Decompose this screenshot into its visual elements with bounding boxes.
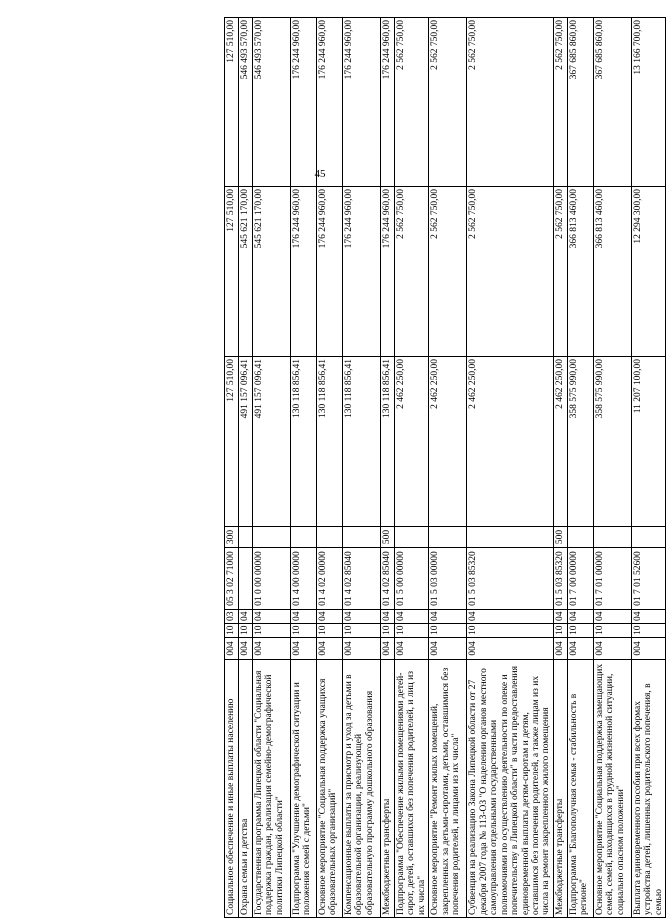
admin-code-cell: 004 <box>225 638 239 660</box>
amount-2018-cell: 176 244 960,00 <box>317 18 343 187</box>
row-name-cell: Социальное обеспечение и иные выплаты населению <box>225 660 239 918</box>
row-name-cell: Межбюджетные трансферты <box>381 660 395 918</box>
amount-2016-cell: 2 462 250,00 <box>467 357 554 527</box>
target-article-cell: 01 5 03 00000 <box>429 548 467 610</box>
target-article-cell: 01 4 02 00000 <box>317 548 343 610</box>
amount-2017-cell: 2 562 750,00 <box>395 187 429 357</box>
section-code-cell: 10 <box>467 624 554 638</box>
table-row <box>395 18 429 918</box>
table-row <box>467 18 554 918</box>
amount-2018-cell: 176 244 960,00 <box>343 18 381 187</box>
expense-type-cell <box>239 527 253 548</box>
target-article-cell: 01 4 00 00000 <box>291 548 317 610</box>
section-code-cell: 10 <box>593 624 631 638</box>
expense-type-cell <box>467 527 554 548</box>
amount-2016-cell: 2 462 250,00 <box>429 357 467 527</box>
subsection-code-cell: 04 <box>317 610 343 624</box>
page-number: 45 <box>314 168 326 180</box>
amount-2017-cell: 127 510,00 <box>225 187 239 357</box>
row-name-cell: Субвенция на реализацию Закона Липецкой области от 27 декабря 2007 года № 113-ОЗ "О наделении органов местного самоуправления отдельными государственными полномочиями по осуществлению деятельности по опеке и попечительству в Липецкой области" в части предоставления единовременной выплаты детям-сиротам и детям, оставшимся без попечения родителей, а также лицам из их числа на ремонт закрепленного жилого помещения <box>467 660 554 918</box>
admin-code-cell: 004 <box>553 638 567 660</box>
amount-2016-cell: 358 575 990,00 <box>593 357 631 527</box>
subsection-code-cell: 04 <box>553 610 567 624</box>
table-body <box>225 18 666 918</box>
row-name-cell: Охрана семьи и детства <box>239 660 253 918</box>
amount-2018-cell: 546 493 570,00 <box>253 18 291 187</box>
section-code-cell: 10 <box>343 624 381 638</box>
section-code-cell: 10 <box>317 624 343 638</box>
table-row <box>317 18 343 918</box>
amount-2018-cell: 367 685 860,00 <box>593 18 631 187</box>
expense-type-cell: 300 <box>225 527 239 548</box>
table-row <box>567 18 593 918</box>
subsection-code-cell: 04 <box>291 610 317 624</box>
target-article-cell: 01 5 00 00000 <box>395 548 429 610</box>
rotated-table-container <box>224 18 664 918</box>
expense-type-cell <box>253 527 291 548</box>
admin-code-cell: 004 <box>291 638 317 660</box>
target-article-cell: 01 5 03 85320 <box>553 548 567 610</box>
admin-code-cell: 004 <box>429 638 467 660</box>
table-row <box>553 18 567 918</box>
section-code-cell: 10 <box>225 624 239 638</box>
expense-type-cell <box>343 527 381 548</box>
amount-2017-cell: 2 562 750,00 <box>467 187 554 357</box>
amount-2018-cell: 176 244 960,00 <box>381 18 395 187</box>
table-row <box>429 18 467 918</box>
row-name-cell: Основное мероприятие "Ремонт жилых помещений, закрепленных за детьми-сиротами, детьми, оставшимися без попечения родителей, и лицами из их числа" <box>429 660 467 918</box>
table-row <box>225 18 239 918</box>
subsection-code-cell: 04 <box>467 610 554 624</box>
section-code-cell: 10 <box>631 624 665 638</box>
section-code-cell: 10 <box>395 624 429 638</box>
subsection-code-cell: 04 <box>593 610 631 624</box>
admin-code-cell: 004 <box>395 638 429 660</box>
row-name-cell: Выплата единовременного пособия при всех формах устройства детей, лишенных родительского попечения, в семью <box>631 660 665 918</box>
amount-2016-cell: 130 118 856,41 <box>343 357 381 527</box>
amount-2017-cell: 176 244 960,00 <box>381 187 395 357</box>
amount-2017-cell: 545 621 170,00 <box>239 187 253 357</box>
admin-code-cell: 004 <box>593 638 631 660</box>
amount-2016-cell: 491 157 096,41 <box>253 357 291 527</box>
table-row <box>239 18 253 918</box>
section-code-cell: 10 <box>429 624 467 638</box>
amount-2016-cell: 130 118 856,41 <box>291 357 317 527</box>
target-article-cell: 01 5 03 85320 <box>467 548 554 610</box>
subsection-code-cell: 03 <box>225 610 239 624</box>
table-row <box>631 18 665 918</box>
row-name-cell: Подпрограмма "Обеспечение жилыми помещениями детей-сирот, детей, оставшихся без попечения родителей, и лиц из их числа" <box>395 660 429 918</box>
amount-2017-cell: 366 813 460,00 <box>567 187 593 357</box>
admin-code-cell: 004 <box>467 638 554 660</box>
admin-code-cell: 004 <box>239 638 253 660</box>
section-code-cell: 10 <box>291 624 317 638</box>
row-name-cell: Подпрограмма "Улучшение демографической ситуации и положения семей с детьми" <box>291 660 317 918</box>
amount-2018-cell: 2 562 750,00 <box>553 18 567 187</box>
amount-2018-cell: 2 562 750,00 <box>395 18 429 187</box>
section-code-cell: 10 <box>239 624 253 638</box>
amount-2016-cell: 11 207 100,00 <box>631 357 665 527</box>
expense-type-cell <box>631 527 665 548</box>
expense-type-cell <box>593 527 631 548</box>
expense-type-cell <box>317 527 343 548</box>
amount-2018-cell: 13 166 700,00 <box>631 18 665 187</box>
expense-type-cell <box>429 527 467 548</box>
table-row <box>593 18 631 918</box>
subsection-code-cell: 04 <box>239 610 253 624</box>
amount-2017-cell: 366 813 460,00 <box>593 187 631 357</box>
admin-code-cell: 004 <box>343 638 381 660</box>
expense-type-cell: 500 <box>381 527 395 548</box>
section-code-cell: 10 <box>381 624 395 638</box>
target-article-cell: 01 4 02 85040 <box>343 548 381 610</box>
table-row <box>253 18 291 918</box>
expense-type-cell <box>567 527 593 548</box>
row-name-cell: Межбюджетные трансферты <box>553 660 567 918</box>
amount-2016-cell: 2 462 250,00 <box>395 357 429 527</box>
table-row <box>381 18 395 918</box>
amount-2016-cell: 358 575 990,00 <box>567 357 593 527</box>
subsection-code-cell: 04 <box>253 610 291 624</box>
admin-code-cell: 004 <box>317 638 343 660</box>
row-name-cell: Подпрограмма "Благополучная семья - стабильность в регионе" <box>567 660 593 918</box>
target-article-cell: 01 4 02 85040 <box>381 548 395 610</box>
subsection-code-cell: 04 <box>395 610 429 624</box>
section-code-cell: 10 <box>553 624 567 638</box>
row-name-cell: Компенсационные выплаты за присмотр и уход за детьми в образовательной организации, реализующей образовательную программу дошкольного образования <box>343 660 381 918</box>
amount-2018-cell: 127 510,00 <box>225 18 239 187</box>
table-row <box>343 18 381 918</box>
admin-code-cell: 004 <box>381 638 395 660</box>
amount-2017-cell: 12 294 300,00 <box>631 187 665 357</box>
amount-2018-cell: 367 685 860,00 <box>567 18 593 187</box>
admin-code-cell: 004 <box>631 638 665 660</box>
amount-2017-cell: 176 244 960,00 <box>317 187 343 357</box>
amount-2017-cell: 2 562 750,00 <box>553 187 567 357</box>
amount-2017-cell: 176 244 960,00 <box>343 187 381 357</box>
amount-2016-cell: 130 118 856,41 <box>381 357 395 527</box>
target-article-cell: 05 3 02 71000 <box>225 548 239 610</box>
expense-type-cell <box>291 527 317 548</box>
amount-2018-cell: 2 562 750,00 <box>429 18 467 187</box>
amount-2016-cell: 130 118 856,41 <box>317 357 343 527</box>
section-code-cell: 10 <box>253 624 291 638</box>
subsection-code-cell: 04 <box>429 610 467 624</box>
table-row <box>291 18 317 918</box>
amount-2017-cell: 176 244 960,00 <box>291 187 317 357</box>
target-article-cell: 01 7 00 00000 <box>567 548 593 610</box>
target-article-cell: 01 7 01 52600 <box>631 548 665 610</box>
amount-2018-cell: 176 244 960,00 <box>291 18 317 187</box>
row-name-cell: Государственная программа Липецкой области "Социальная поддержка граждан, реализация семейно-демографической политики Липецкой области" <box>253 660 291 918</box>
amount-2017-cell: 545 621 170,00 <box>253 187 291 357</box>
subsection-code-cell: 04 <box>631 610 665 624</box>
budget-table <box>224 17 666 918</box>
target-article-cell: 01 7 01 00000 <box>593 548 631 610</box>
row-name-cell: Основное мероприятие "Социальная поддержка замещающих семей, семей, находящихся в трудной жизненной ситуации, социально опасном положении" <box>593 660 631 918</box>
amount-2016-cell: 127 510,00 <box>225 357 239 527</box>
target-article-cell <box>239 548 253 610</box>
admin-code-cell: 004 <box>253 638 291 660</box>
amount-2016-cell: 491 157 096,41 <box>239 357 253 527</box>
subsection-code-cell: 04 <box>343 610 381 624</box>
amount-2016-cell: 2 462 250,00 <box>553 357 567 527</box>
expense-type-cell <box>395 527 429 548</box>
amount-2018-cell: 546 493 570,00 <box>239 18 253 187</box>
amount-2017-cell: 2 562 750,00 <box>429 187 467 357</box>
section-code-cell: 10 <box>567 624 593 638</box>
subsection-code-cell: 04 <box>381 610 395 624</box>
amount-2018-cell: 2 562 750,00 <box>467 18 554 187</box>
subsection-code-cell: 04 <box>567 610 593 624</box>
row-name-cell: Основное мероприятие "Социальная поддержка учащихся образовательных организаций" <box>317 660 343 918</box>
expense-type-cell: 500 <box>553 527 567 548</box>
admin-code-cell: 004 <box>567 638 593 660</box>
target-article-cell: 01 0 00 00000 <box>253 548 291 610</box>
